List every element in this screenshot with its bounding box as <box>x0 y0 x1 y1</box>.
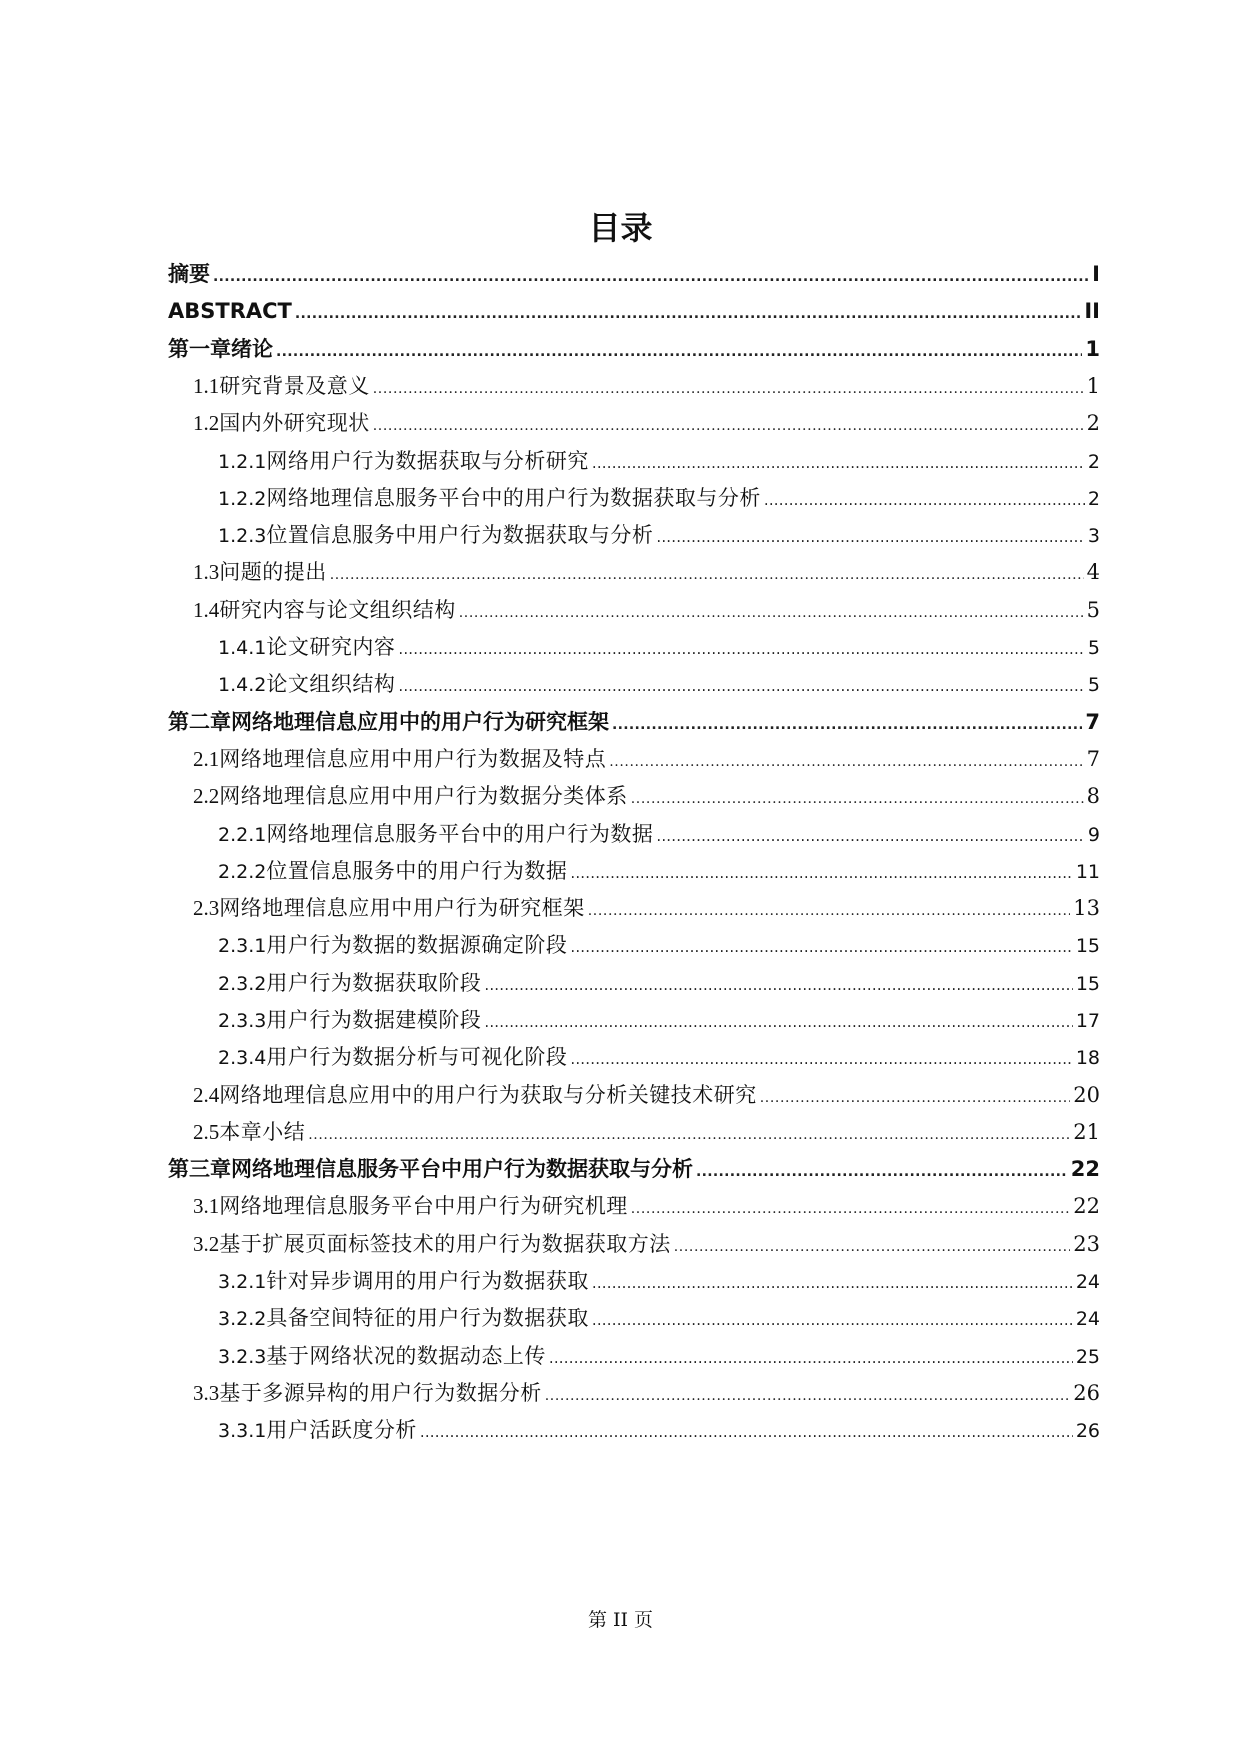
toc-entry-page-number: 7 <box>1086 747 1100 771</box>
toc-entry-number: 2.4 <box>193 1083 220 1107</box>
toc-entry-label: 基于网络状况的数据动态上传 <box>266 1344 546 1368</box>
toc-entry-page-number: 9 <box>1087 824 1100 846</box>
toc-entry-page-number: 26 <box>1073 1381 1100 1405</box>
toc-entry[interactable] <box>193 1378 1100 1408</box>
toc-entry-page-number: 1 <box>1086 374 1100 398</box>
toc-entry-label: 研究内容与论文组织结构 <box>219 598 456 622</box>
toc-entry-number: 2.2.2 <box>218 861 267 883</box>
toc-entry-page-number: 5 <box>1086 598 1100 622</box>
toc-entry-page-number: 2 <box>1087 488 1100 510</box>
toc-entry-label: 用户行为数据分析与可视化阶段 <box>266 1045 568 1069</box>
toc-entry-page-number: I <box>1092 262 1100 286</box>
toc-entry[interactable] <box>193 781 1100 811</box>
toc-entry-label: 用户行为数据获取阶段 <box>266 971 482 995</box>
toc-entry-page-number: 22 <box>1073 1194 1100 1218</box>
toc-entry-page-number: 17 <box>1075 1010 1100 1032</box>
toc-entry-page-number: 2 <box>1086 411 1100 435</box>
toc-dot-leader <box>631 1194 1071 1224</box>
toc-entry-label: 问题的提出 <box>219 560 327 584</box>
toc-entry-page-number: 4 <box>1086 560 1100 584</box>
toc-entry-label: 用户行为数据的数据源确定阶段 <box>266 933 568 957</box>
toc-entry-page-number: 5 <box>1087 674 1100 696</box>
toc-entry-label: 第二章网络地理信息应用中的用户行为研究框架 <box>168 710 609 734</box>
toc-entry-page-number: 5 <box>1087 637 1100 659</box>
toc-entry-number: 3.3 <box>193 1381 220 1405</box>
toc-entry-page-number: 23 <box>1073 1232 1100 1256</box>
toc-entry[interactable] <box>218 1042 1100 1072</box>
toc-dot-leader <box>570 932 1072 962</box>
toc-entry[interactable] <box>218 1005 1100 1035</box>
toc-entry-label: 论文组织结构 <box>266 672 396 696</box>
toc-entry-page-number: 2 <box>1087 451 1100 473</box>
toc-entry[interactable] <box>218 1303 1100 1333</box>
toc-entry-number: 2.1 <box>193 747 220 771</box>
toc-entry-label: 基于扩展页面标签技术的用户行为数据获取方法 <box>219 1232 671 1256</box>
toc-entry[interactable] <box>218 930 1100 960</box>
toc-dot-leader <box>592 1268 1073 1298</box>
toc-entry-number: 3.2.3 <box>218 1346 267 1368</box>
toc-entry[interactable] <box>218 669 1100 699</box>
toc-entry[interactable] <box>218 1341 1100 1371</box>
toc-dot-leader <box>295 299 1081 329</box>
toc-entry-label: 针对异步调用的用户行为数据获取 <box>266 1269 589 1293</box>
toc-entry-label: 国内外研究现状 <box>219 411 370 435</box>
toc-entry[interactable] <box>193 1080 1100 1110</box>
toc-entry-number: 2.3.4 <box>218 1047 267 1069</box>
toc-entry-label: 网络地理信息应用中用户行为数据分类体系 <box>219 784 628 808</box>
toc-entry-number: 2.5 <box>193 1120 220 1144</box>
toc-entry-label: 位置信息服务中用户行为数据获取与分析 <box>266 523 654 547</box>
toc-entry-number: 1.4.2 <box>218 674 267 696</box>
toc-entry[interactable] <box>193 744 1100 774</box>
toc-dot-leader <box>549 1343 1073 1373</box>
toc-entry-number: 1.2 <box>193 411 220 435</box>
toc-entry-label: 网络地理信息服务平台中的用户行为数据 <box>266 822 654 846</box>
page-footer: 第 II 页 <box>587 1609 654 1631</box>
toc-entry-label: 位置信息服务中的用户行为数据 <box>266 859 568 883</box>
toc-entry[interactable] <box>193 1191 1100 1221</box>
toc-entry[interactable] <box>218 520 1100 550</box>
toc-dot-leader <box>545 1381 1071 1411</box>
toc-entry-label: 研究背景及意义 <box>219 374 370 398</box>
toc-entry-page-number: 15 <box>1075 935 1100 957</box>
toc-entry-page-number: 22 <box>1070 1157 1100 1181</box>
toc-entry-page-number: 20 <box>1073 1083 1100 1107</box>
toc-entry-number: 1.4 <box>193 598 220 622</box>
toc-dot-leader <box>656 821 1085 851</box>
toc-entry[interactable] <box>218 632 1100 662</box>
toc-entry[interactable] <box>193 595 1100 625</box>
toc-entry-page-number: 11 <box>1075 861 1100 883</box>
toc-entry-label: 网络地理信息应用中的用户行为获取与分析关键技术研究 <box>219 1083 757 1107</box>
toc-dot-leader <box>398 671 1085 701</box>
toc-dot-leader <box>612 710 1082 740</box>
toc-entry[interactable] <box>193 408 1100 438</box>
toc-entry-label: 第一章绪论 <box>168 337 273 361</box>
toc-dot-leader <box>588 896 1071 926</box>
toc-dot-leader <box>484 970 1072 1000</box>
toc-dot-leader <box>398 634 1085 664</box>
toc-dot-leader <box>570 858 1072 888</box>
toc-entry-label: 基于多源异构的用户行为数据分析 <box>219 1381 542 1405</box>
toc-entry-number: 3.1 <box>193 1194 220 1218</box>
toc-dot-leader <box>213 262 1089 292</box>
toc-dot-leader <box>330 560 1084 590</box>
toc-entry-number: 3.3.1 <box>218 1420 267 1442</box>
toc-dot-leader <box>760 1083 1071 1113</box>
page-title: 目录 <box>588 209 653 247</box>
toc-dot-leader <box>420 1417 1073 1447</box>
toc-entry[interactable] <box>218 483 1100 513</box>
toc-dot-leader <box>276 337 1082 367</box>
toc-entry-page-number: 24 <box>1075 1271 1100 1293</box>
toc-entry-label: 摘要 <box>168 262 210 286</box>
toc-entry-number: 1.3 <box>193 560 220 584</box>
toc-dot-leader <box>484 1007 1072 1037</box>
toc-entry-number: 1.2.3 <box>218 525 267 547</box>
toc-entry-label: 用户活跃度分析 <box>266 1418 417 1442</box>
toc-entry-page-number: 7 <box>1085 710 1100 734</box>
toc-entry-label: 网络地理信息服务平台中用户行为研究机理 <box>219 1194 628 1218</box>
toc-entry-number: 1.4.1 <box>218 637 267 659</box>
toc-entry[interactable] <box>193 893 1100 923</box>
toc-dot-leader <box>373 374 1084 404</box>
toc-dot-leader <box>459 598 1084 628</box>
toc-entry-page-number: 13 <box>1073 896 1100 920</box>
toc-entry-label: 网络地理信息应用中用户行为研究框架 <box>219 896 585 920</box>
toc-entry[interactable] <box>218 968 1100 998</box>
toc-entry-number: 1.1 <box>193 374 220 398</box>
toc-entry-label: 网络地理信息应用中用户行为数据及特点 <box>219 747 607 771</box>
toc-entry-page-number: 21 <box>1073 1120 1100 1144</box>
toc-entry-page-number: 25 <box>1075 1346 1100 1368</box>
toc-entry-page-number: 1 <box>1085 337 1100 361</box>
toc-dot-leader <box>308 1120 1070 1150</box>
toc-entry[interactable] <box>168 296 1100 326</box>
toc-entry-number: 3.2.2 <box>218 1308 267 1330</box>
toc-dot-leader <box>656 522 1085 552</box>
toc-entry[interactable] <box>168 707 1100 737</box>
toc-entry[interactable] <box>168 259 1100 289</box>
toc-entry[interactable] <box>193 1229 1100 1259</box>
toc-dot-leader <box>570 1044 1072 1074</box>
toc-entry[interactable] <box>218 819 1100 849</box>
toc-entry-page-number: 3 <box>1087 525 1100 547</box>
toc-entry[interactable] <box>218 856 1100 886</box>
toc-entry-label: ABSTRACT <box>168 299 292 323</box>
toc-dot-leader <box>373 411 1084 441</box>
toc-entry-page-number: 18 <box>1075 1047 1100 1069</box>
toc-entry[interactable] <box>218 1266 1100 1296</box>
toc-entry[interactable] <box>218 1415 1100 1445</box>
toc-entry-page-number: II <box>1084 299 1100 323</box>
toc-entry-label: 本章小结 <box>219 1120 306 1144</box>
toc-entry-number: 2.3.1 <box>218 935 267 957</box>
toc-dot-leader <box>592 1305 1073 1335</box>
toc-entry[interactable] <box>218 446 1100 476</box>
toc-entry[interactable] <box>193 1117 1100 1147</box>
toc-entry-label: 第三章网络地理信息服务平台中用户行为数据获取与分析 <box>168 1157 693 1181</box>
toc-entry-number: 2.2 <box>193 784 220 808</box>
toc-dot-leader <box>764 485 1085 515</box>
toc-entry-label: 具备空间特征的用户行为数据获取 <box>266 1306 589 1330</box>
toc-entry-number: 2.3.2 <box>218 973 267 995</box>
toc-entry-number: 3.2.1 <box>218 1271 267 1293</box>
toc-dot-leader <box>609 747 1083 777</box>
toc-entry-number: 1.2.2 <box>218 488 267 510</box>
toc-entry[interactable] <box>168 334 1100 364</box>
toc-entry-page-number: 15 <box>1075 973 1100 995</box>
toc-entry-page-number: 8 <box>1086 784 1100 808</box>
toc-entry-number: 1.2.1 <box>218 451 267 473</box>
toc-entry[interactable] <box>193 557 1100 587</box>
toc-entry-label: 论文研究内容 <box>266 635 396 659</box>
toc-entry-page-number: 26 <box>1075 1420 1100 1442</box>
toc-entry-number: 2.2.1 <box>218 824 267 846</box>
toc-entry-label: 用户行为数据建模阶段 <box>266 1008 482 1032</box>
toc-entry-page-number: 24 <box>1075 1308 1100 1330</box>
toc-dot-leader <box>696 1157 1068 1187</box>
toc-entry-number: 2.3 <box>193 896 220 920</box>
toc-entry-number: 2.3.3 <box>218 1010 267 1032</box>
toc-entry[interactable] <box>193 371 1100 401</box>
toc-entry[interactable] <box>168 1154 1100 1184</box>
toc-entry-number: 3.2 <box>193 1232 220 1256</box>
toc-dot-leader <box>592 448 1085 478</box>
toc-entry-label: 网络地理信息服务平台中的用户行为数据获取与分析 <box>266 486 761 510</box>
toc-entry-label: 网络用户行为数据获取与分析研究 <box>266 449 589 473</box>
toc-dot-leader <box>674 1232 1071 1262</box>
toc-dot-leader <box>631 784 1084 814</box>
